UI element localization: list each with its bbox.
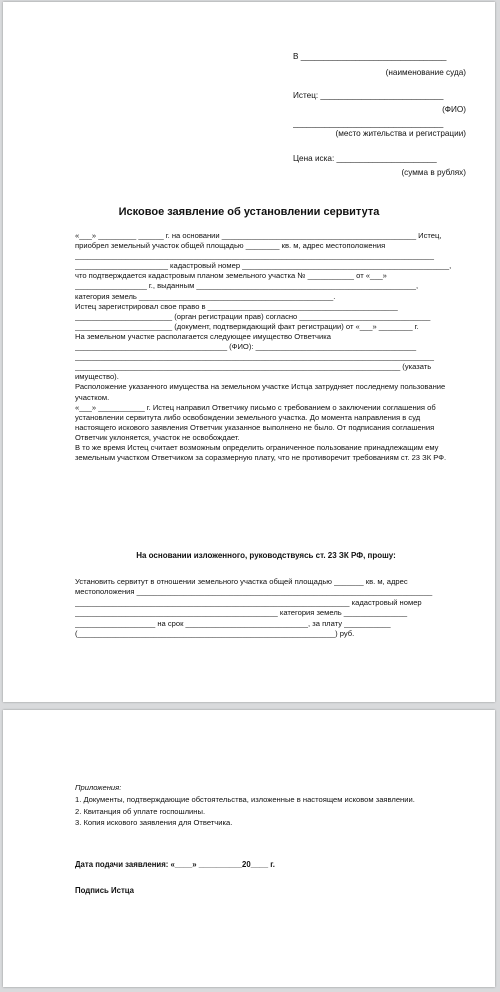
paragraph: _________________ г., выданным ____________________________________________________, [75, 281, 419, 291]
request-line: Установить сервитут в отношении земельного участка общей площадью _______ кв. м, адрес [75, 577, 408, 586]
address-line: _________________________________ [293, 119, 444, 128]
attachments-heading: Приложения: [75, 783, 122, 792]
paragraph: ____________________________________ (ФИО): ______________________________________ [75, 342, 417, 352]
document-page-1 [3, 2, 495, 702]
paragraph: _______________________ (документ, подтверждающий факт регистрации) от «___» ________ г. [75, 321, 419, 331]
fio-caption: (ФИО) [442, 105, 466, 114]
document-title: Исковое заявление об установлении сервитута [118, 206, 380, 218]
request-line: ___________________ на срок _____________________________, за плату ___________ [75, 618, 391, 628]
request-body [75, 577, 463, 639]
price-line: Цена иска: ______________________ [293, 154, 437, 163]
filing-date: Дата подачи заявления: «____» __________20____ г. [75, 860, 275, 869]
price-caption: (сумма в рублях) [401, 168, 466, 177]
request-line: (_____________________________________________________________) руб. [75, 629, 355, 639]
document-page-2 [3, 710, 495, 987]
attachment-item: 3. Копия искового заявления для Ответчика. [75, 818, 233, 828]
paragraph: приобрел земельный участок общей площадью ________ кв. м, адрес местоположения [75, 241, 386, 251]
request-line: _________________________________________________________________ кадастровый номер [75, 597, 422, 607]
paragraph: _______________________ (орган регистрации прав) согласно _______________________________ [75, 311, 431, 321]
court-line: В ________________________________ [293, 52, 447, 61]
request-line: местоположения ______________________________________________________________________ [75, 587, 433, 597]
paragraph: категория земель ______________________________________________. [75, 291, 336, 301]
request-heading: На основании изложенного, руководствуясь ст. 23 ЗК РФ, прошу: [136, 551, 396, 560]
paragraph: _____________________________________________________________________________________ [75, 251, 434, 261]
paragraph: ______________________ кадастровый номер _________________________________________________, [75, 261, 452, 271]
paragraph: имущество). [75, 372, 119, 382]
document-body [75, 231, 457, 463]
paragraph: В то же время Истец считает возможным определить ограниченное пользование принадлежащим ему земельным участком Ответчиком за соразмерную плату, что не противоречит требованиям ст. 23 ЗК РФ. [75, 442, 447, 463]
attachment-item: 1. Документы, подтверждающие обстоятельства, изложенные в настоящем исковом заявлении. [75, 794, 415, 804]
plaintiff-line: Истец: ___________________________ [293, 91, 444, 100]
address-caption: (место жительства и регистрации) [335, 129, 466, 138]
paragraph: «___» ___________ г. Истец направил Ответчику письмо с требованием о заключении соглашения об установлении сервитута либо освобождении земельного участка. До момента направления в суд настоящего искового заявления Ответчик указанное выполнено не было. От подписания соглашения Ответчик уклоняется, участок не освобождает. [75, 402, 436, 442]
paragraph: Расположение указанного имущества на земельном участке Истца затрудняет последнему пользование участком. [75, 382, 446, 402]
paragraph: На земельном участке располагается следующее имущество Ответчика [75, 331, 331, 341]
request-line: ________________________________________________ категория земель _______________ [75, 608, 408, 618]
signature-label: Подпись Истца [75, 886, 134, 895]
paragraph: «___» _________ ______ г. на основании ______________________________________________ Истец, [75, 231, 442, 240]
paragraph: _____________________________________________________________________________________ [75, 352, 434, 362]
paragraph: Истец зарегистрировал свое право в _____________________________________________ [75, 301, 398, 311]
paragraph: что подтверждается кадастровым планом земельного участка № ___________ от «___» [75, 271, 387, 281]
attachment-item: 2. Квитанция об уплате госпошлины. [75, 806, 206, 816]
paragraph: _____________________________________________________________________________ (указать [75, 362, 432, 372]
court-caption: (наименование суда) [385, 68, 466, 77]
attachments [75, 782, 475, 829]
